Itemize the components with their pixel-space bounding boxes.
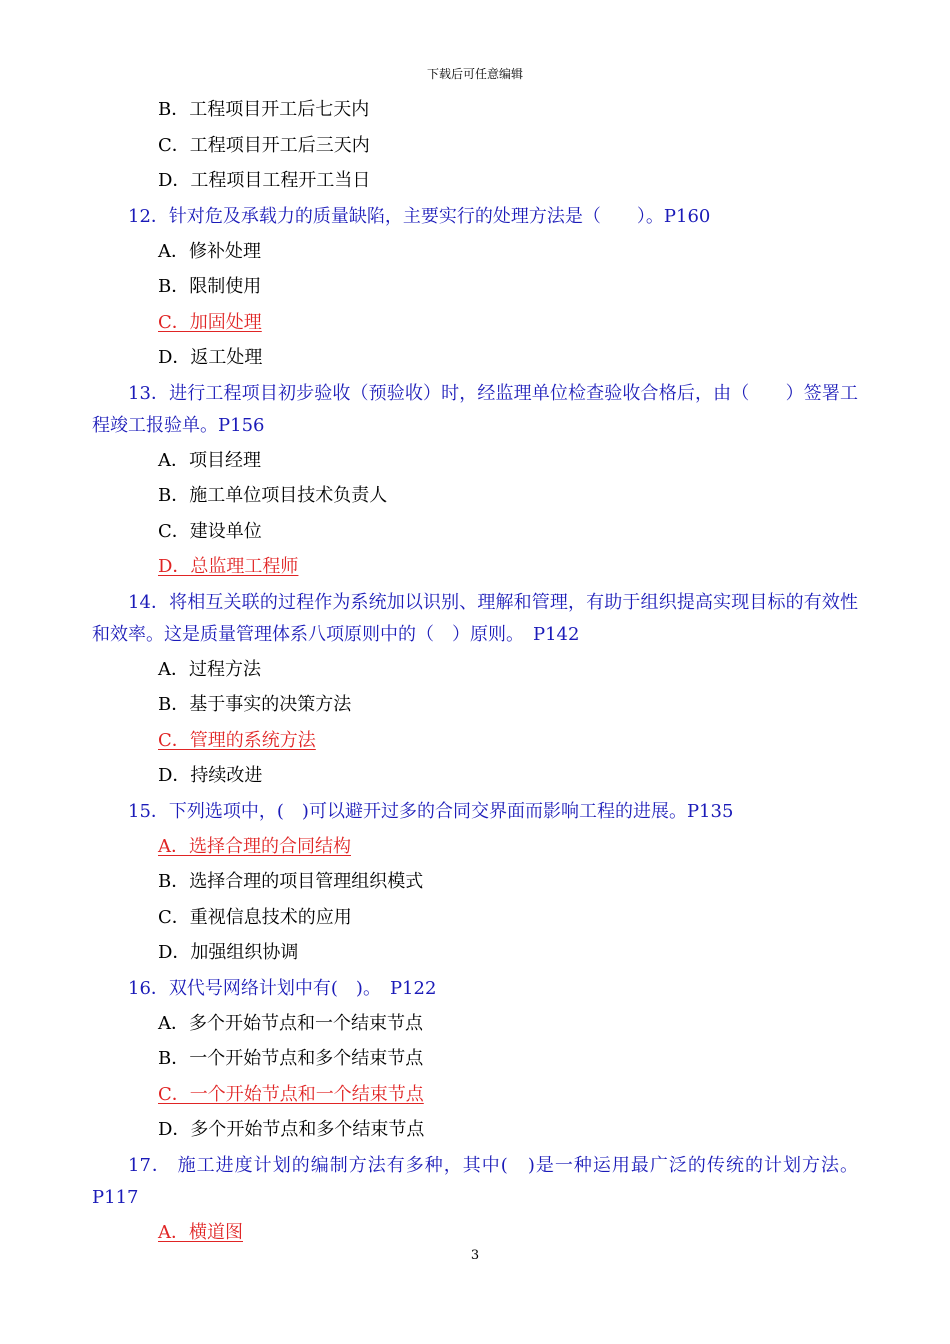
correct-answer: C．一个开始节点和一个结束节点	[158, 1083, 424, 1105]
question-15: 15．下列选项中，( )可以避开过多的合同交界面而影响工程的进展。P135	[128, 800, 734, 822]
option-d: D．工程项目工程开工当日	[158, 170, 371, 191]
option-a: A．修补处理	[158, 240, 261, 262]
option-d: D．返工处理	[158, 347, 263, 368]
page-header: 下载后可任意编辑	[426, 67, 523, 81]
option-d: D．多个开始节点和多个结束节点	[158, 1119, 425, 1140]
option-b: B．一个开始节点和多个结束节点	[158, 1048, 424, 1069]
option-d: D．持续改进	[158, 765, 263, 786]
option-b: B．施工单位项目技术负责人	[158, 485, 388, 506]
option-a: A．多个开始节点和一个结束节点	[158, 1012, 423, 1034]
option-b: B．基于事实的决策方法	[158, 694, 352, 715]
question-14: 14．将相互关联的过程作为系统加以识别、理解和管理，有助于组织提高实现目标的有效性和效率。这是质量管理体系八项原则中的（ ）原则。 P142	[92, 591, 858, 645]
option-b: B．工程项目开工后七天内	[158, 99, 370, 120]
document-body	[92, 92, 858, 1250]
option-a: A．项目经理	[158, 449, 261, 471]
correct-answer: A．选择合理的合同结构	[158, 835, 351, 857]
option-a: A．过程方法	[158, 658, 261, 680]
option-c: C．建设单位	[158, 520, 262, 542]
correct-answer: C．加固处理	[158, 311, 262, 333]
option-c: C．重视信息技术的应用	[158, 906, 352, 928]
option-d: D．加强组织协调	[158, 942, 299, 963]
option-b: B．选择合理的项目管理组织模式	[158, 871, 424, 892]
correct-answer: C．管理的系统方法	[158, 729, 316, 751]
option-c: C．工程项目开工后三天内	[158, 134, 370, 156]
page-number: 3	[470, 1248, 480, 1263]
question-16: 16．双代号网络计划中有( )。 P122	[128, 977, 437, 999]
question-17: 17． 施工进度计划的编制方法有多种，其中( )是一种运用最广泛的传统的计划方法。P117	[92, 1154, 858, 1208]
correct-answer: A．横道图	[158, 1221, 243, 1243]
option-b: B．限制使用	[158, 276, 262, 297]
correct-answer: D．总监理工程师	[158, 556, 299, 577]
question-12: 12．针对危及承载力的质量缺陷，主要实行的处理方法是（ ）。P160	[128, 205, 711, 227]
question-13: 13．进行工程项目初步验收（预验收）时，经监理单位检查验收合格后，由（ ）签署工程竣工报验单。P156	[92, 382, 858, 436]
